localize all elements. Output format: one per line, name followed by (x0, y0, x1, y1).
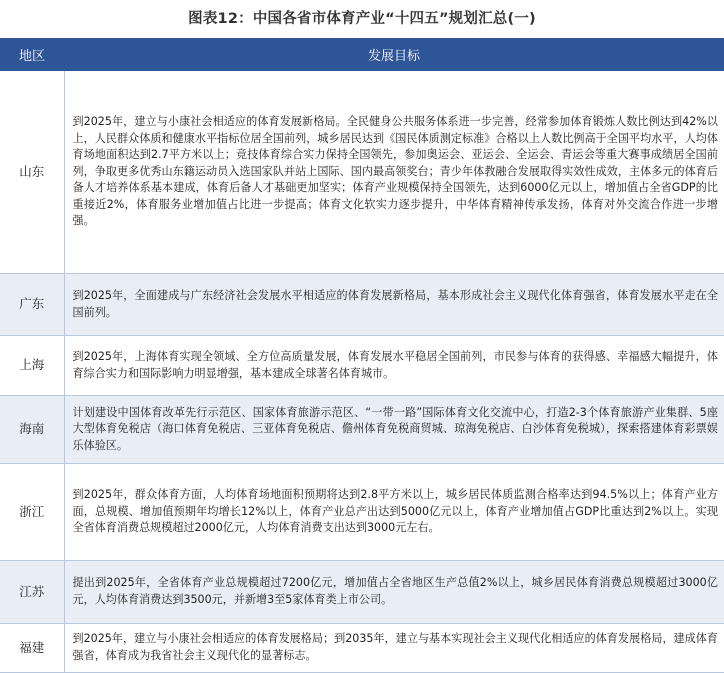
goal-cell: 到2025年，群众体育方面，人均体育场地面积预期将达到2.8平方米以上，城乡居民体质监测合格率达到94.5%以上；体育产业方面，总规模、增加值预期年均增长12%以上，体育产业总产出达到5000亿元以上，体育产业增加值占GDP比重达到2%以上。实现全省体育消费总规模超过2000亿元，人均体育消费支出达到3000元左右。 (64, 464, 724, 561)
goal-cell: 到2025年，建立与小康社会相适应的体育发展新格局。全民健身公共服务体系进一步完善，经常参加体育锻炼人数比例达到42%以上，人民群众体质和健康水平指标位居全国前列，城乡居民达到《国民体质测定标准》合格以上人数比例高于全国平均水平，人均体育场地面积达到2.7平方米以上；竞技体育综合实力保持全国领先，参加奥运会、亚运会、全运会、青运会等重大赛事成绩居全国前列，争取更多优秀山东籍运动员入选国家队并站上国际、国内最高领奖台；青少年体教融合发展取得实效性成效，主体多元的体育后备人才培养体系基本建成，体育后备人才基础更加坚实；体育产业规模保持全国领先，达到6000亿元以上，增加值占全省GDP的比重接近2%，体育服务业增加值占比进一步提高；体育文化软实力逐步提升，中华体育精神传承发扬，体育对外交流合作进一步增强。 (64, 71, 724, 274)
table-row-shandong (0, 71, 724, 274)
region-cell: 海南 (0, 396, 64, 464)
region-cell: 福建 (0, 624, 64, 673)
header-region: 地区 (0, 38, 64, 71)
table-row-hainan (0, 396, 724, 464)
goal-cell: 到2025年，建立与小康社会相适应的体育发展格局；到2035年，建立与基本实现社会主义现代化相适应的体育发展格局，建成体育强省，体育成为我省社会主义现代化的显著标志。 (64, 624, 724, 673)
table-row-jiangsu (0, 561, 724, 624)
region-cell: 山东 (0, 71, 64, 274)
goal-cell: 计划建设中国体育改革先行示范区、国家体育旅游示范区、“一带一路”国际体育文化交流中心，打造2-3个体育旅游产业集群、5座大型体育免税店（海口体育免税店、三亚体育免税店、儋州体育免税商贸城、琼海免税店、白沙体育免税城），探索搭建体育彩票娱乐体验区。 (64, 396, 724, 464)
goal-cell: 提出到2025年，全省体育产业总规模超过7200亿元，增加值占全省地区生产总值2%以上，城乡居民体育消费总规模超过3000亿元，人均体育消费达到3500元，并新增3至5家体育类上市公司。 (64, 561, 724, 624)
goal-cell: 到2025年，全面建成与广东经济社会发展水平相适应的体育发展新格局，基本形成社会主义现代化体育强省，体育发展水平走在全国前列。 (64, 274, 724, 336)
region-cell: 江苏 (0, 561, 64, 624)
goal-cell: 到2025年，上海体育实现全领域、全方位高质量发展，体育发展水平稳居全国前列，市民参与体育的获得感、幸福感大幅提升，体育综合实力和国际影响力明显增强，基本建成全球著名体育城市。 (64, 336, 724, 396)
table-row-fujian (0, 624, 724, 673)
table-row-guangdong (0, 274, 724, 336)
table-header-row (0, 38, 724, 71)
table-row-shanghai (0, 336, 724, 396)
chart-title: 图表12：中国各省市体育产业“十四五”规划汇总(一) (188, 11, 536, 27)
region-cell: 浙江 (0, 464, 64, 561)
header-goal: 发展目标 (64, 38, 724, 71)
region-cell: 上海 (0, 336, 64, 396)
province-plan-table (0, 38, 724, 673)
table-row-zhejiang (0, 464, 724, 561)
region-cell: 广东 (0, 274, 64, 336)
